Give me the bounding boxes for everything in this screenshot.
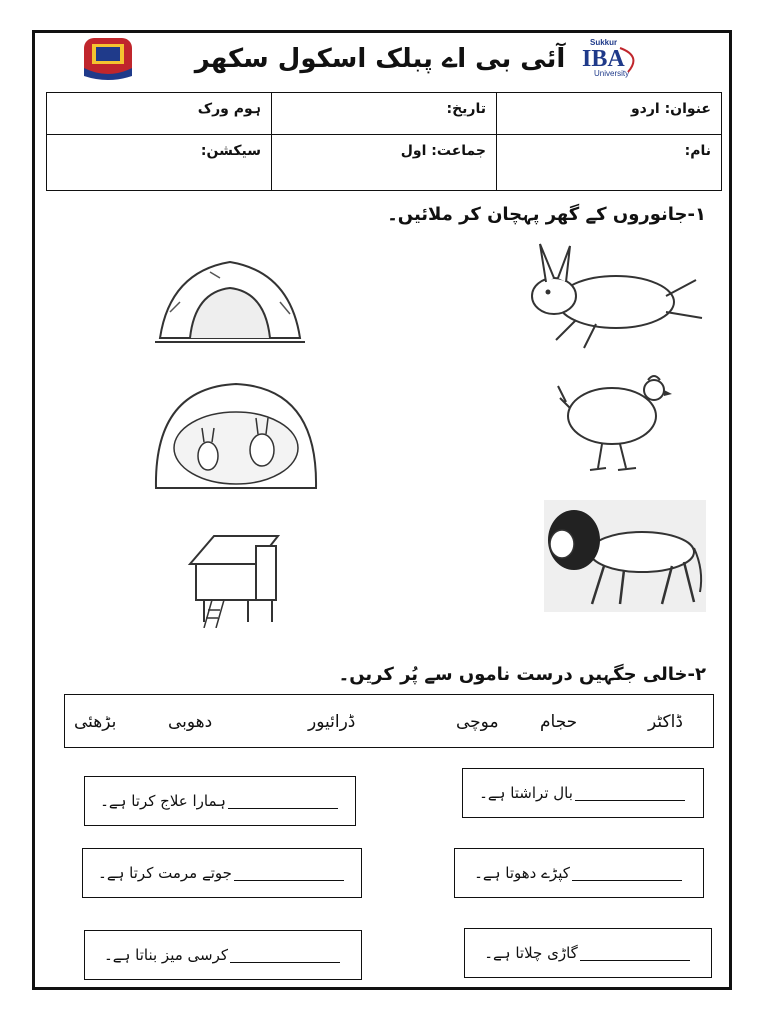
svg-text:University: University: [594, 69, 630, 78]
answer-blank[interactable]: [580, 946, 690, 961]
subject-cell: عنوان: اردو: [497, 93, 722, 135]
answer-blank[interactable]: [234, 866, 344, 881]
answer-blank[interactable]: [572, 866, 682, 881]
word-bank-box: [64, 694, 714, 748]
fill-sentence-box[interactable]: کرسی میز بناتا ہے۔: [84, 930, 362, 980]
hen-illustration[interactable]: [556, 372, 674, 474]
homework-cell: ہوم ورک: [47, 93, 272, 135]
word-bank-item: ڈاکٹر: [648, 712, 683, 732]
svg-text:Sukkur: Sukkur: [590, 38, 618, 47]
date-cell[interactable]: تاریخ:: [272, 93, 497, 135]
burrow-illustration[interactable]: [150, 378, 322, 498]
fill-sentence-box[interactable]: جوتے مرمت کرتا ہے۔: [82, 848, 362, 898]
name-cell[interactable]: نام:: [497, 135, 722, 191]
lion-illustration[interactable]: [544, 500, 706, 612]
rabbit-illustration[interactable]: [526, 240, 704, 352]
word-bank-item: ڈرائیور: [308, 712, 356, 732]
answer-blank[interactable]: [230, 948, 340, 963]
fill-sentence-box[interactable]: ہمارا علاج کرتا ہے۔: [84, 776, 356, 826]
word-bank-item: دھوبی: [168, 712, 213, 732]
school-crest-logo: [78, 36, 138, 80]
fill-sentence-box[interactable]: بال تراشتا ہے۔: [462, 768, 704, 818]
fill-sentence-box[interactable]: گاڑی چلاتا ہے۔: [464, 928, 712, 978]
student-info-table: [46, 92, 722, 191]
iba-university-logo: [580, 36, 646, 80]
answer-blank[interactable]: [575, 786, 685, 801]
svg-text:IBA: IBA: [582, 46, 625, 72]
question-1-heading: ۱-جانوروں کے گھر پہچان کر ملائیں۔: [387, 204, 706, 225]
word-bank-item: حجام: [540, 712, 578, 732]
fill-sentence-box[interactable]: کپڑے دھوتا ہے۔: [454, 848, 704, 898]
chicken-coop-illustration[interactable]: [186, 530, 282, 628]
answer-blank[interactable]: [228, 794, 338, 809]
word-bank-item: بڑھئی: [74, 712, 117, 732]
word-bank-item: موچی: [456, 712, 499, 732]
cave-illustration[interactable]: [150, 252, 310, 348]
class-cell: جماعت: اول: [272, 135, 497, 191]
school-title: آئی بی اے پبلک اسکول سکھر: [194, 44, 566, 74]
question-2-heading: ۲-خالی جگہیں درست ناموں سے پُر کریں۔: [338, 664, 706, 685]
section-cell[interactable]: سیکشن:: [47, 135, 272, 191]
